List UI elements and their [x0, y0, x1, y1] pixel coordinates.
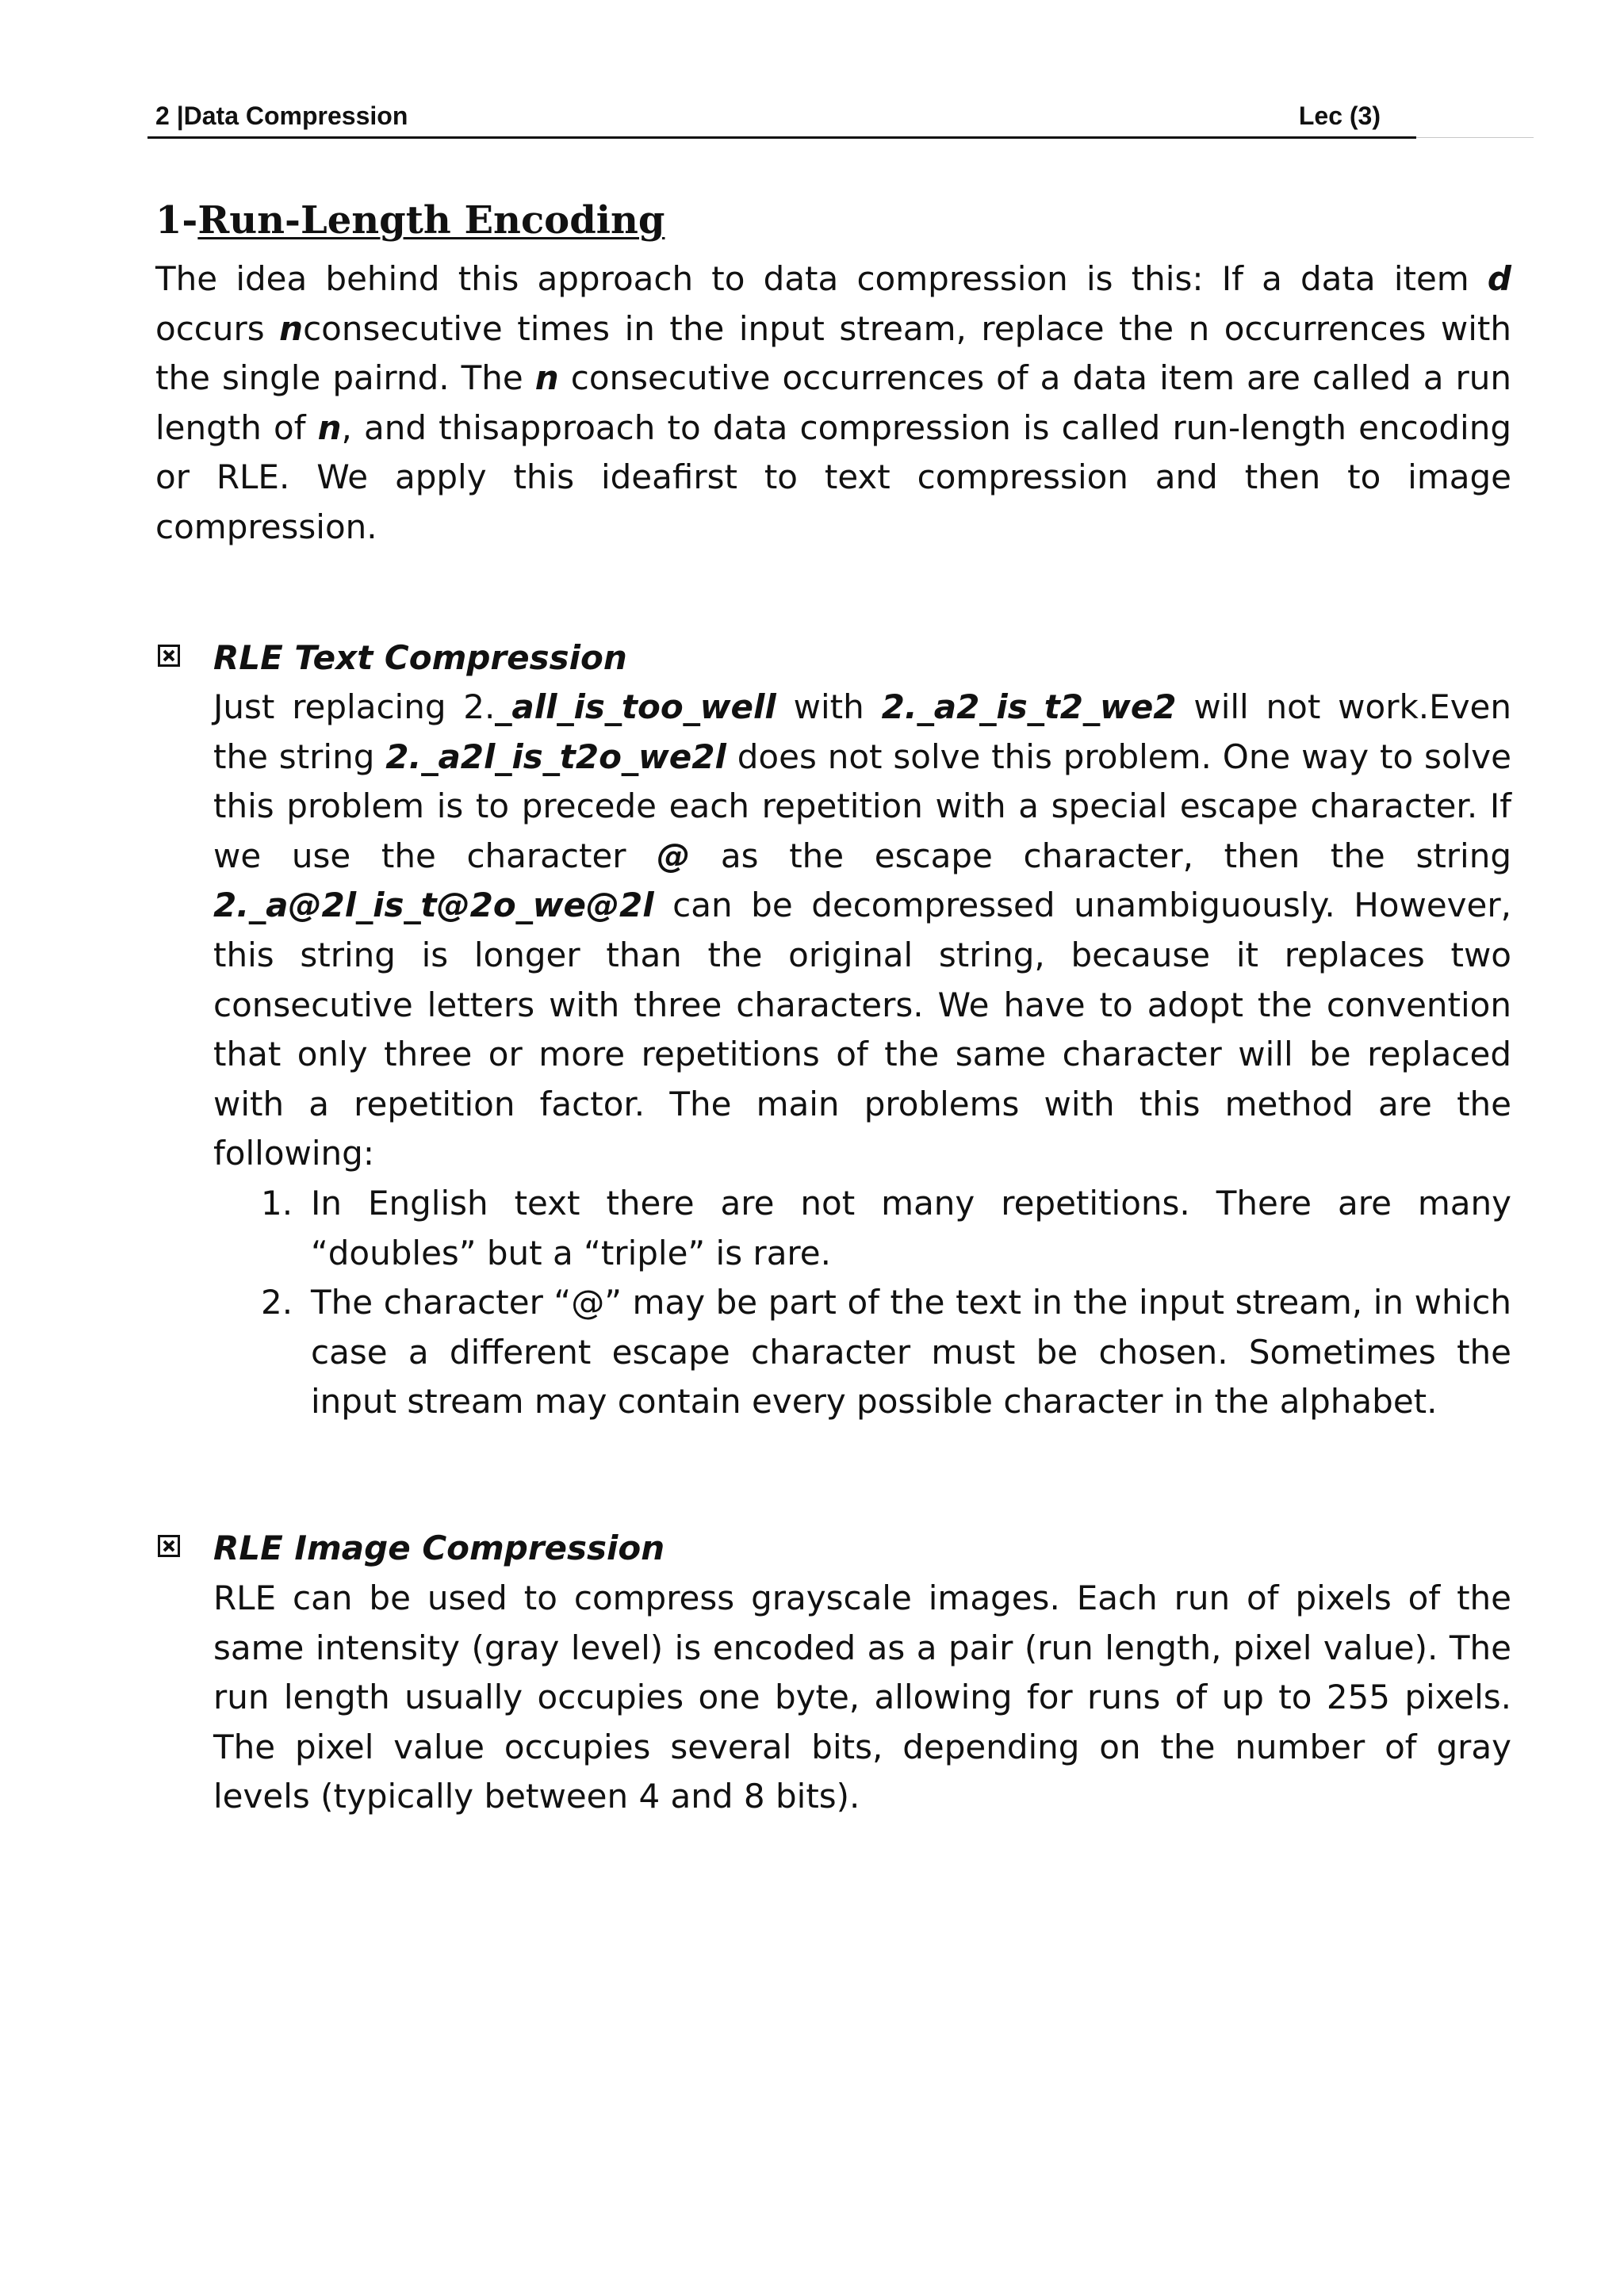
var-n: n	[279, 308, 304, 348]
text-compression-paragraph	[213, 683, 1511, 1179]
heading-text: Run-Length Encoding	[197, 198, 665, 243]
image-compression-paragraph: RLE can be used to compress grayscale images. Each run of pixels of the same intensity (gray level) is encoded as a pair (run length, pixel value). The run length usually occupies one byte, allowing for runs of up to 255 pixels. The pixel value occupies several bits, depending on the number of gray levels (typically between 4 and 8 bits).	[213, 1578, 1511, 1816]
example-string: 2._a@2l_is_t@2o_we@2l	[213, 886, 654, 925]
paragraph-text: does not solve this problem. One way to solve this problem is to precede each repetition with a special escape character. If we use the character	[213, 737, 1511, 875]
text-compression-heading	[155, 633, 1511, 683]
image-compression-title: RLE Image Compression	[213, 1529, 665, 1567]
intro-text: consecutive occurrences of a data item are called a run length of	[155, 358, 1511, 447]
escape-character: @	[657, 836, 691, 875]
header-page-label: 2 |Data Compression	[155, 101, 408, 130]
page-header	[155, 94, 1412, 138]
section-heading	[155, 195, 665, 246]
paragraph-text: Just replacing 2.	[213, 687, 496, 726]
var-n: n	[317, 408, 342, 447]
example-string: 2._a2l_is_t2o_we2l	[385, 737, 726, 776]
heading-number: 1-	[155, 198, 198, 243]
list-item	[213, 1179, 1511, 1278]
list-item	[213, 1278, 1511, 1427]
text-compression-title: RLE Text Compression	[213, 638, 627, 677]
intro-text: , and thisapproach to data compression is called run-length encoding or RLE. We apply this ideafirst to text compression and then to image compression.	[155, 408, 1511, 546]
list-number: 1.	[261, 1183, 293, 1223]
list-item-text: The character “@” may be part of the text in the input stream, in which case a different escape character must be chosen. Sometimes the input stream may contain every possible character in the alphabet.	[311, 1283, 1511, 1422]
list-number: 2.	[261, 1283, 293, 1322]
intro-text: occurs	[155, 308, 280, 348]
checkbox-x-icon	[158, 645, 180, 667]
example-string: _all_is_too_well	[495, 687, 776, 726]
header-divider	[147, 136, 1416, 139]
checkbox-x-icon	[158, 1535, 180, 1557]
image-compression-body	[213, 1574, 1511, 1822]
var-d: d	[1487, 259, 1511, 298]
intro-paragraph	[155, 254, 1511, 553]
problems-list	[213, 1179, 1511, 1427]
paragraph-text: will not work.Even the string	[213, 687, 1512, 776]
header-lecture-label: Lec (3)	[1298, 101, 1381, 130]
intro-text: consecutive times in the input stream, replace the n occurrences with the single pairnd. The	[155, 308, 1511, 398]
var-n: n	[534, 358, 559, 398]
paragraph-text: with	[776, 687, 882, 726]
list-item-text: In English text there are not many repetitions. There are many “doubles” but a “triple” is rare.	[311, 1183, 1511, 1272]
text-compression-body	[213, 683, 1511, 1427]
paragraph-text: as the escape character, then the string	[690, 836, 1512, 875]
intro-text: The idea behind this approach to data compression is this: If a data item	[155, 259, 1488, 298]
header-divider-extension	[1416, 137, 1534, 138]
image-compression-heading	[155, 1524, 1511, 1573]
paragraph-text: can be decompressed unambiguously. However, this string is longer than the original string, because it replaces two consecutive letters with three characters. We have to adopt the convention that only three or more repetitions of the same character will be replaced with a repetition factor. The main problems with this method are the following:	[213, 886, 1511, 1173]
example-string: 2._a2_is_t2_we2	[881, 687, 1177, 726]
